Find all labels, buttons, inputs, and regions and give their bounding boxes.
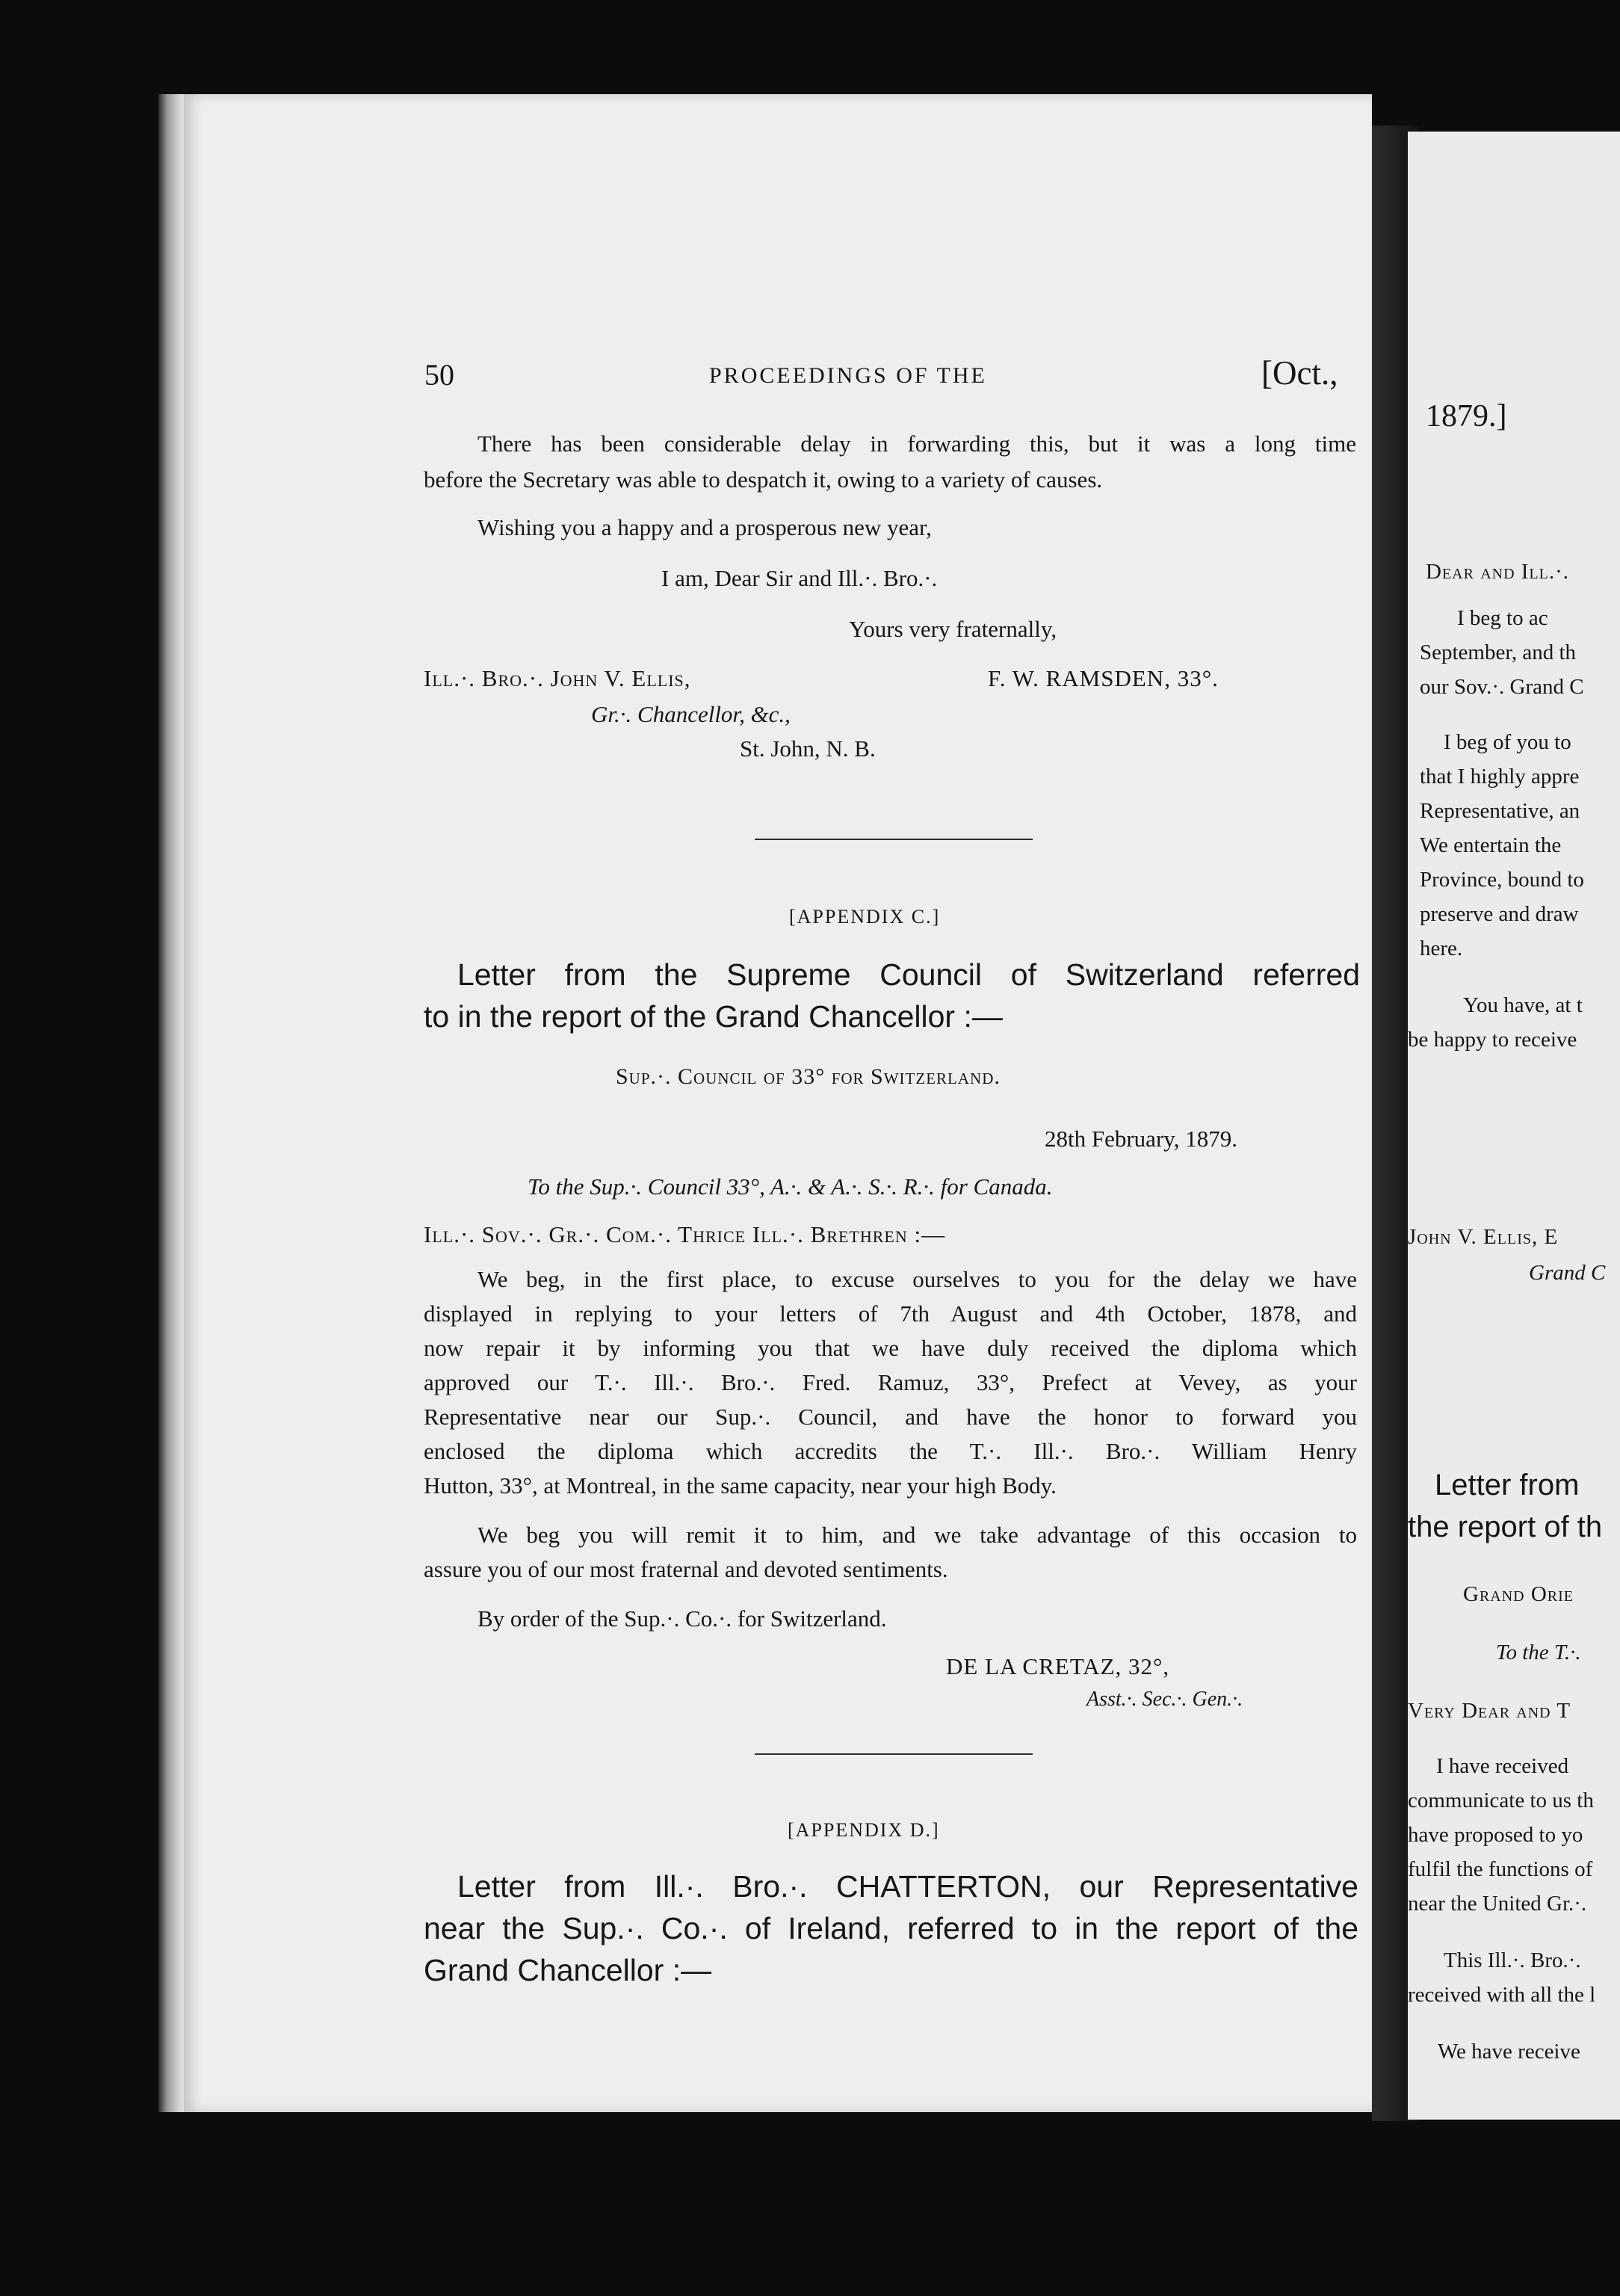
right-line: September, and th <box>1420 641 1577 664</box>
right-line: Grand C <box>1529 1261 1606 1285</box>
salutation: Ill.·. Sov.·. Gr.·. Com.·. Thrice Ill.·. Brethren :— <box>424 1221 946 1247</box>
address-place: St. John, N. B. <box>740 735 876 762</box>
body-line: We beg you will remit it to him, and we take advantage of this occasion to <box>477 1522 1357 1548</box>
right-line: have proposed to yo <box>1408 1823 1583 1847</box>
addressee-line: To the Sup.·. Council 33°, A.·. & A.·. S.·. R.·. for Canada. <box>528 1173 1053 1200</box>
right-line: here. <box>1420 936 1463 960</box>
de-la-cretaz-signatory: DE LA CRETAZ, 32°, <box>946 1653 1170 1679</box>
body-line: approved our T.·. Ill.·. Bro.·. Fred. Ramuz, 33°, Prefect at Vevey, as your <box>424 1369 1357 1395</box>
closing-line: I am, Dear Sir and Ill.·. Bro.·. <box>661 565 938 591</box>
body-line: Hutton, 33°, at Montreal, in the same capacity, near your high Body. <box>424 1472 1057 1499</box>
body-line: Representative near our Sup.·. Council, and have the honor to forward you <box>424 1404 1357 1430</box>
right-page <box>1408 132 1620 2120</box>
right-line: that I highly appre <box>1420 765 1580 789</box>
appendix-d-heading: [APPENDIX D.] <box>788 1819 940 1841</box>
intro-line-2: before the Secretary was able to despatch it, owing to a variety of causes. <box>424 466 1103 493</box>
body-line: displayed in replying to your letters of 7th August and 4th October, 1878, and <box>424 1300 1357 1327</box>
appendix-d-title-line-3: Grand Chancellor :— <box>424 1953 712 1987</box>
right-line: communicate to us th <box>1408 1789 1594 1812</box>
right-line: Letter from <box>1435 1469 1580 1502</box>
divider-rule <box>755 839 1033 840</box>
appendix-d-title-line-2: near the Sup.·. Co.·. of Ireland, referred to in the report of the <box>424 1911 1358 1945</box>
right-line: Representative, an <box>1420 799 1580 823</box>
right-line: near the United Gr.·. <box>1408 1892 1587 1916</box>
yours-line: Yours very fraternally, <box>849 616 1057 642</box>
signatory-title: Asst.·. Sec.·. Gen.·. <box>1086 1688 1243 1711</box>
body-line: We beg, in the first place, to excuse ourselves to you for the delay we have <box>477 1266 1357 1292</box>
ramsden-signatory: F. W. RAMSDEN, 33°. <box>988 665 1219 691</box>
right-line: John V. Ellis, E <box>1408 1225 1559 1249</box>
council-line: Sup.·. Council of 33° for Switzerland. <box>616 1064 1001 1089</box>
appendix-c-title-line-1: Letter from the Supreme Council of Switzerland referred <box>457 957 1360 992</box>
right-line: be happy to receive <box>1408 1028 1577 1052</box>
right-line: preserve and draw <box>1420 902 1579 926</box>
appendix-c-title-line-2: to in the report of the Grand Chancellor :— <box>424 999 1003 1034</box>
date-mark: [Oct., <box>1261 354 1338 392</box>
right-line: To the T.·. <box>1496 1641 1581 1664</box>
by-order-line: By order of the Sup.·. Co.·. for Switzerland. <box>477 1605 887 1632</box>
right-line: We have receive <box>1438 2040 1580 2064</box>
body-line: now repair it by informing you that we have duly received the diploma which <box>424 1335 1357 1361</box>
body-line: assure you of our most fraternal and devoted sentiments. <box>424 1556 948 1582</box>
address-name: Ill.·. Bro.·. John V. Ellis, <box>424 665 691 691</box>
address-title: Gr.·. Chancellor, &c., <box>591 701 791 727</box>
right-line: You have, at t <box>1463 993 1583 1017</box>
body-line: enclosed the diploma which accredits the T.·. Ill.·. Bro.·. William Henry <box>424 1438 1357 1464</box>
running-title: PROCEEDINGS OF THE <box>709 363 987 388</box>
divider-rule <box>755 1753 1033 1755</box>
page-number: 50 <box>424 358 454 392</box>
left-page <box>184 94 1372 2112</box>
right-line: Very Dear and T <box>1408 1699 1571 1723</box>
right-line: fulfil the functions of <box>1408 1857 1593 1881</box>
right-line: I beg to ac <box>1457 606 1548 630</box>
right-line: We entertain the <box>1420 833 1562 857</box>
right-header-date: 1879.] <box>1426 399 1507 433</box>
right-line: I beg of you to <box>1444 730 1571 754</box>
right-line: Province, bound to <box>1420 868 1584 892</box>
appendix-d-title-line-1: Letter from Ill.·. Bro.·. CHATTERTON, our Representative <box>457 1869 1358 1904</box>
right-line: received with all the l <box>1408 1983 1596 2007</box>
right-line: Dear and Ill.·. <box>1426 560 1570 584</box>
wishing-line: Wishing you a happy and a prosperous new year, <box>477 514 932 540</box>
right-line: the report of th <box>1408 1510 1603 1543</box>
right-line: I have received <box>1436 1754 1569 1778</box>
right-line: Grand Orie <box>1463 1582 1574 1606</box>
intro-line-1: There has been considerable delay in forwarding this, but it was a long time <box>477 430 1356 457</box>
letter-date: 28th February, 1879. <box>1045 1126 1238 1152</box>
right-line: our Sov.·. Grand C <box>1420 675 1584 699</box>
appendix-c-heading: [APPENDIX C.] <box>789 906 941 928</box>
right-line: This Ill.·. Bro.·. <box>1444 1948 1581 1972</box>
